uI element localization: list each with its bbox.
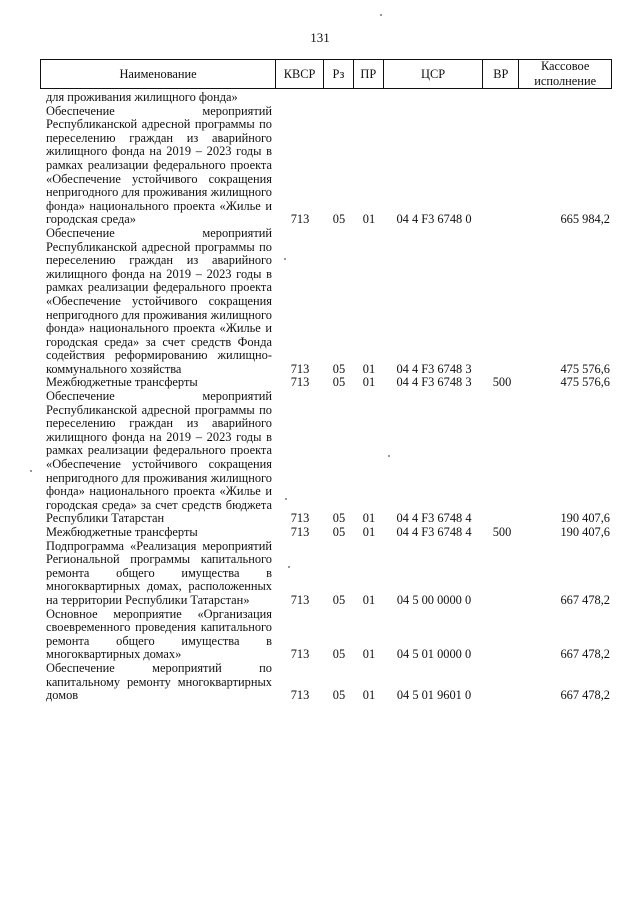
row-name: Межбюджетные трансферты [46, 525, 198, 539]
row-csr: 04 4 F3 6748 4 [396, 511, 472, 526]
table-row [40, 227, 612, 377]
header-csr: ЦСР [384, 60, 484, 88]
row-kvsr: 713 [290, 511, 310, 526]
row-rz: 05 [332, 511, 346, 526]
row-pr: 01 [362, 592, 376, 607]
row-name: Обеспечение мероприятий по капитальному ремонту многоквартирных домов [46, 660, 272, 703]
row-pr: 01 [362, 375, 376, 390]
row-csr: 04 4 F3 6748 3 [396, 375, 472, 390]
row-pr: 01 [362, 525, 376, 539]
row-sum: 475 576,6 [560, 375, 610, 390]
row-rz: 05 [332, 212, 346, 227]
row-sum: 667 478,2 [560, 647, 610, 662]
row-kvsr: 713 [290, 592, 310, 607]
page-number: 131 [310, 30, 330, 45]
scan-speck [30, 470, 32, 472]
header-rz: Рз [324, 60, 354, 88]
row-sum: 475 576,6 [560, 361, 610, 376]
row-kvsr: 713 [290, 212, 310, 227]
row-rz: 05 [332, 375, 346, 390]
table-row [40, 540, 612, 608]
row-rz: 05 [332, 361, 346, 376]
row-kvsr: 713 [290, 525, 310, 539]
table-row [40, 526, 612, 540]
row-rz: 05 [332, 647, 346, 662]
table-row [40, 608, 612, 662]
row-sum: 665 984,2 [560, 212, 610, 227]
table-row [40, 105, 612, 227]
scan-speck [288, 566, 290, 568]
row-csr: 04 5 00 0000 0 [396, 592, 472, 607]
table-body [40, 91, 612, 703]
header-vr: ВР [483, 60, 519, 88]
table-row [40, 390, 612, 526]
row-csr: 04 4 F3 6748 3 [396, 361, 472, 376]
row-sum: 667 478,2 [560, 688, 610, 703]
row-vr: 500 [492, 375, 512, 390]
row-pr: 01 [362, 212, 376, 227]
row-name: Подпрограмма «Реализация мероприятий Региональной программы капитального ремонта общего имущества в многоквартирных домах, расположенных на территории Республики Татарстан» [46, 538, 272, 607]
scan-speck [388, 455, 390, 457]
table-header [40, 59, 612, 89]
row-csr: 04 5 01 9601 0 [396, 688, 472, 703]
row-csr: 04 5 01 0000 0 [396, 647, 472, 662]
row-rz: 05 [332, 525, 346, 539]
row-vr: 500 [492, 525, 512, 539]
row-rz: 05 [332, 592, 346, 607]
row-name: Обеспечение мероприятий Республиканской адресной программы по переселению граждан из аварийного жилищного фонда на 2019 – 2023 годы в рамках реализации федерального проекта «Обеспечение устойчивого сокращения непригодного для проживания жилищного фонда» национального проекта «Жилье и городская среда» [46, 103, 272, 227]
row-kvsr: 713 [290, 647, 310, 662]
table-row [40, 376, 612, 390]
row-sum: 667 478,2 [560, 592, 610, 607]
header-pr: ПР [354, 60, 384, 88]
row-kvsr: 713 [290, 688, 310, 703]
row-name: Обеспечение мероприятий Республиканской адресной программы по переселению граждан из аварийного жилищного фонда на 2019 – 2023 годы в рамках реализации федерального проекта «Обеспечение устойчивого сокращения непригодного для проживания жилищного фонда» национального проекта «Жилье и городская среда» за счет средств бюджета Республики Татарстан [46, 389, 272, 526]
row-name: Обеспечение мероприятий Республиканской адресной программы по переселению граждан из аварийного жилищного фонда на 2019 – 2023 годы в рамках реализации федерального проекта «Обеспечение устойчивого сокращения непригодного для проживания жилищного фонда» национального проекта «Жилье и городская среда» за счет средств Фонда содействия реформированию жилищно-коммунального хозяйства [46, 225, 272, 376]
scan-speck [284, 258, 286, 260]
table-row [40, 91, 612, 105]
row-pr: 01 [362, 361, 376, 376]
header-sum: Кассовое исполнение [534, 59, 597, 88]
row-kvsr: 713 [290, 375, 310, 390]
row-sum: 190 407,6 [560, 511, 610, 526]
row-kvsr: 713 [290, 361, 310, 376]
header-kvsr: КВСР [276, 60, 324, 88]
row-pr: 01 [362, 688, 376, 703]
row-name: Основное мероприятие «Организация своевременного проведения капитального ремонта общего имущества в многоквартирных домах» [46, 606, 272, 662]
row-name: Межбюджетные трансферты [46, 375, 198, 390]
table-row [40, 662, 612, 703]
row-csr: 04 4 F3 6748 4 [396, 525, 472, 539]
header-name: Наименование [41, 60, 276, 88]
row-csr: 04 4 F3 6748 0 [396, 212, 472, 227]
row-rz: 05 [332, 688, 346, 703]
scan-speck [285, 498, 287, 500]
row-sum: 190 407,6 [560, 525, 610, 539]
row-pr: 01 [362, 511, 376, 526]
row-pr: 01 [362, 647, 376, 662]
row-name: для проживания жилищного фонда» [46, 90, 238, 104]
scan-speck [380, 14, 382, 16]
